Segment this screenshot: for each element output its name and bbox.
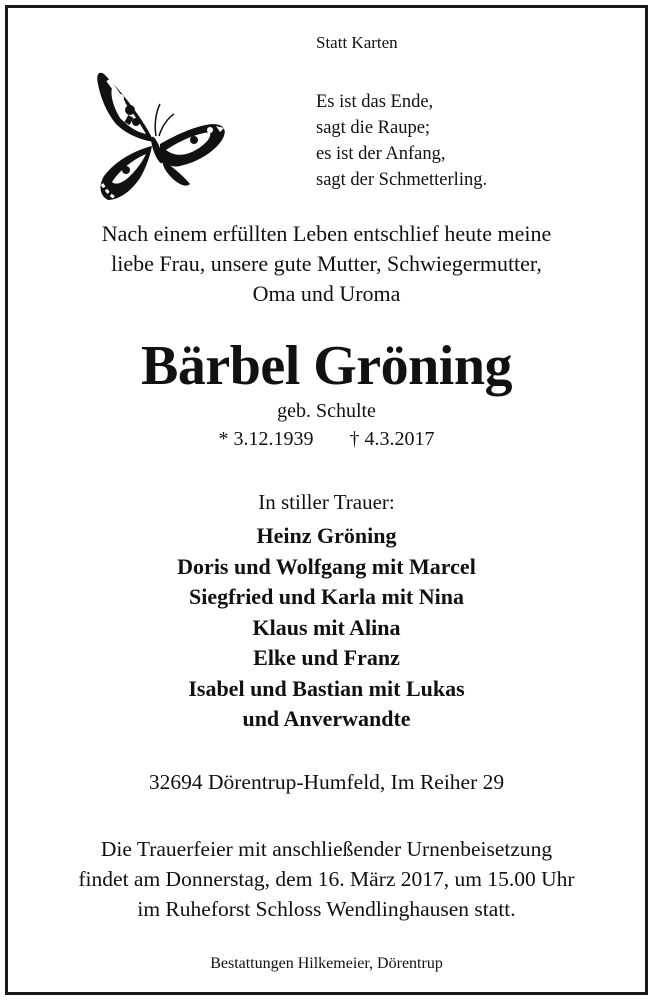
poem-line: Es ist das Ende, (316, 92, 434, 112)
butterfly-icon (86, 66, 232, 206)
header-label: Statt Karten (316, 33, 398, 52)
maiden-name: geb. Schulte (277, 400, 376, 422)
poem-line: sagt die Raupe; (316, 118, 431, 138)
birth-date: * 3.12.1939 (218, 428, 314, 450)
mourners-list (0, 521, 653, 735)
undertaker: Bestattungen Hilkemeier, Dörentrup (210, 955, 443, 972)
life-dates (0, 426, 653, 452)
mourning-label: In stiller Trauer: (258, 490, 395, 514)
mourner-line: Elke und Franz (253, 645, 400, 670)
intro-line: liebe Frau, unsere gute Mutter, Schwiegermutter, (111, 251, 542, 276)
death-date: † 4.3.2017 (349, 428, 435, 450)
poem-line: es ist der Anfang, (316, 144, 446, 164)
poem (316, 89, 487, 193)
mourner-line: Doris und Wolfgang mit Marcel (177, 553, 476, 579)
mourner-line: und Anverwandte (242, 706, 411, 731)
intro-line: Nach einem erfüllten Leben entschlief heute meine (101, 221, 552, 246)
service-line: Die Trauerfeier mit anschließender Urnenbeisetzung (100, 837, 553, 861)
service-info (0, 834, 653, 924)
deceased-name: Bärbel Gröning (140, 335, 513, 397)
intro-text (0, 219, 653, 309)
poem-line: sagt der Schmetterling. (316, 170, 488, 190)
service-line: findet am Donnerstag, dem 16. März 2017, um 15.00 Uhr (78, 867, 575, 891)
mourner-line: Siegfried und Karla mit Nina (188, 584, 464, 609)
address: 32694 Dörentrup-Humfeld, Im Reiher 29 (148, 770, 505, 794)
intro-line: Oma und Uroma (252, 281, 401, 306)
service-line: im Ruheforst Schloss Wendlinghausen statt. (137, 897, 516, 921)
mourner-line: Heinz Gröning (256, 523, 397, 548)
mourner-line: Klaus mit Alina (252, 614, 401, 640)
mourner-line: Isabel und Bastian mit Lukas (188, 675, 465, 701)
